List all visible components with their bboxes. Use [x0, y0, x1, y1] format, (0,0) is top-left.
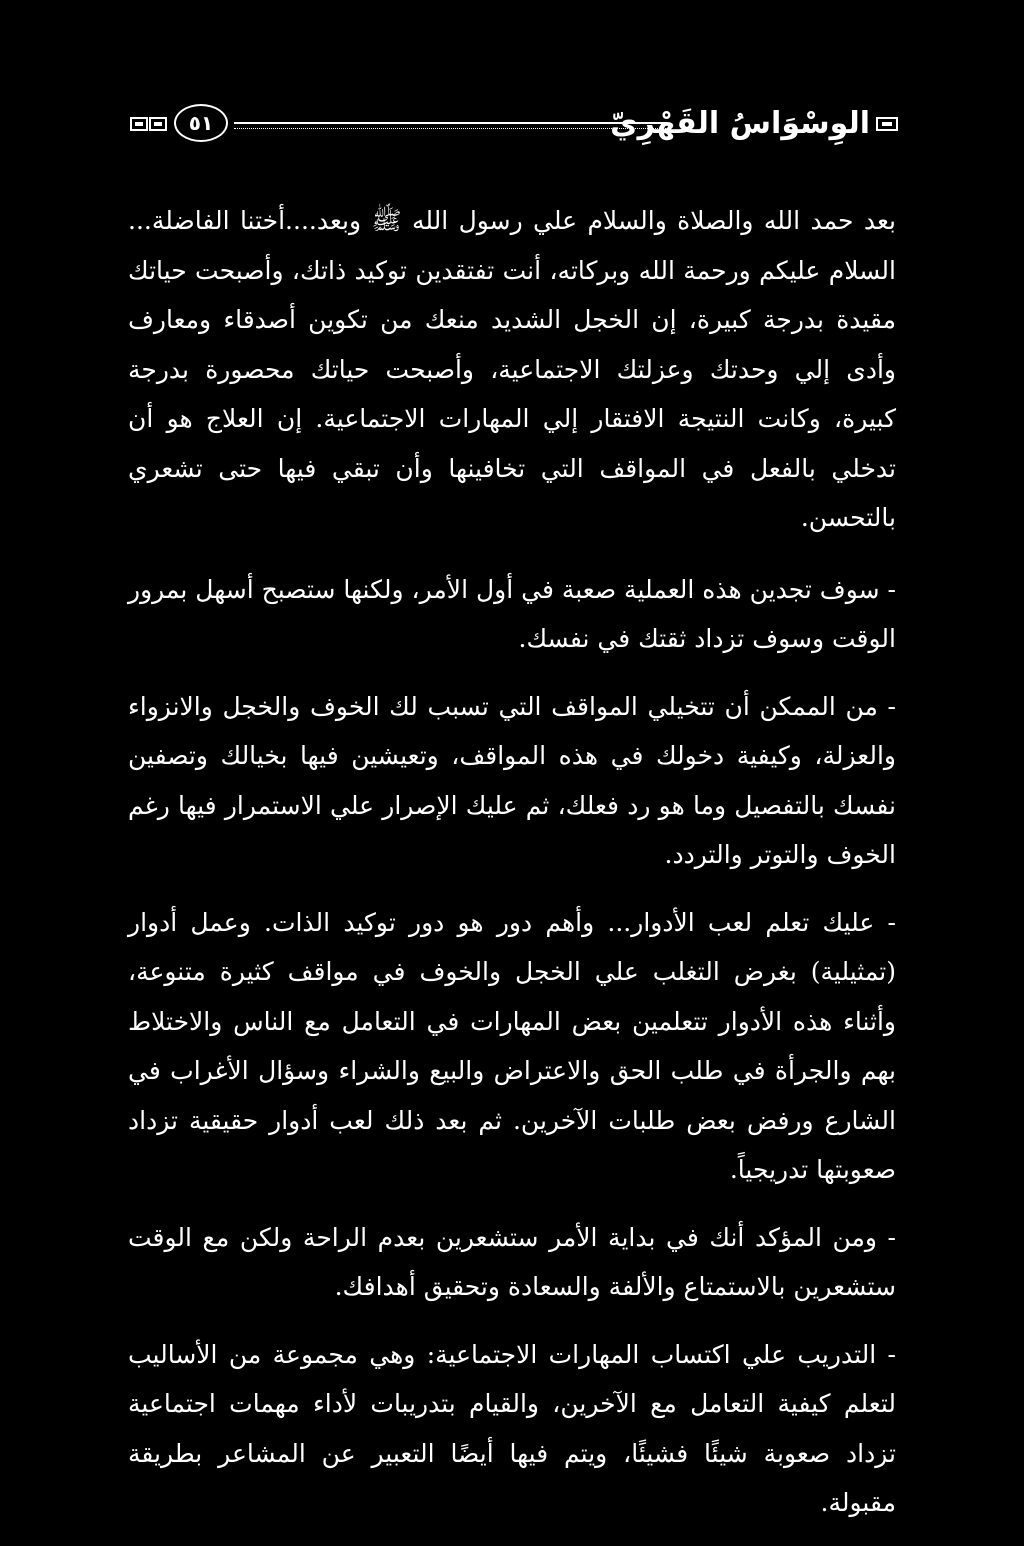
paragraph: بعد حمد الله والصلاة والسلام علي رسول الله ﷺ وبعد....أختنا الفاضلة... السلام عليكم ورحمة الله وبركاته، أنت تفتقدين توكيد ذاتك، وأصبحت حياتك مقيدة بدرجة كبيرة، إن الخجل الشديد منعك من تكوين أصدقاء ومعارف وأدى إلي وحدتك وعزلتك الاجتماعية، وأصبحت حياتك محصورة بدرجة كبيرة، وكانت النتيجة الافتقار إلي المهارات الاجتماعية. إن العلاج هو أن تدخلي بالفعل في المواقف التي تخافينها وأن تبقي فيها حتى تشعري بالتحسن. [128, 206, 896, 532]
page-header [130, 98, 898, 152]
paragraph: - سوف تجدين هذه العملية صعبة في أول الأمر، ولكنها ستصبح أسهل بمرور الوقت وسوف تزداد ثقتك في نفسك. [128, 574, 896, 653]
paragraph: - عليك تعلم لعب الأدوار... وأهم دور هو دور توكيد الذات. وعمل أدوار (تمثيلية) بغرض التغلب علي الخجل والخوف في مواقف كثيرة متنوعة، وأثناء هذه الأدوار تتعلمين بعض المهارات في التعامل مع الناس والاختلاط بهم والجرأة في طلب الحق والاعتراض والبيع والشراء وسؤال الأغراب في الشارع ورفض بعض طلبات الآخرين. ثم بعد ذلك لعب أدوار حقيقية تزداد صعوبتها تدريجياً. [128, 907, 896, 1184]
ornament-icon [876, 116, 898, 132]
paragraph: - ومن المؤكد أنك في بداية الأمر ستشعرين بعدم الراحة ولكن مع الوقت ستشعرين بالاستمتاع والألفة والسعادة وتحقيق أهدافك. [128, 1222, 896, 1301]
page-body [128, 196, 896, 1546]
running-header-title: الوِسْوَاسُ القَهْرِيّ [610, 106, 870, 141]
header-divider [234, 122, 666, 129]
ornament-icon [130, 116, 168, 132]
paragraph: - من الممكن أن تتخيلي المواقف التي تسبب لك الخوف والخجل والانزواء والعزلة، وكيفية دخولك في هذه المواقف، وتعيشين فيها بخيالك وتصفين نفسك بالتفصيل وما هو رد فعلك، ثم عليك الإصرار علي الاستمرار فيها رغم الخوف والتوتر والتردد. [128, 691, 896, 869]
paragraph: - التدريب علي اكتساب المهارات الاجتماعية: وهي مجموعة من الأساليب لتعلم كيفية التعامل مع الآخرين، والقيام بتدريبات لأداء مهمات اجتماعية تزداد صعوبة شيئًا فشيئًا، ويتم فيها أيضًا التعبير عن المشاعر بطريقة مقبولة. [128, 1339, 896, 1517]
page-number: ٥١ [174, 104, 228, 142]
